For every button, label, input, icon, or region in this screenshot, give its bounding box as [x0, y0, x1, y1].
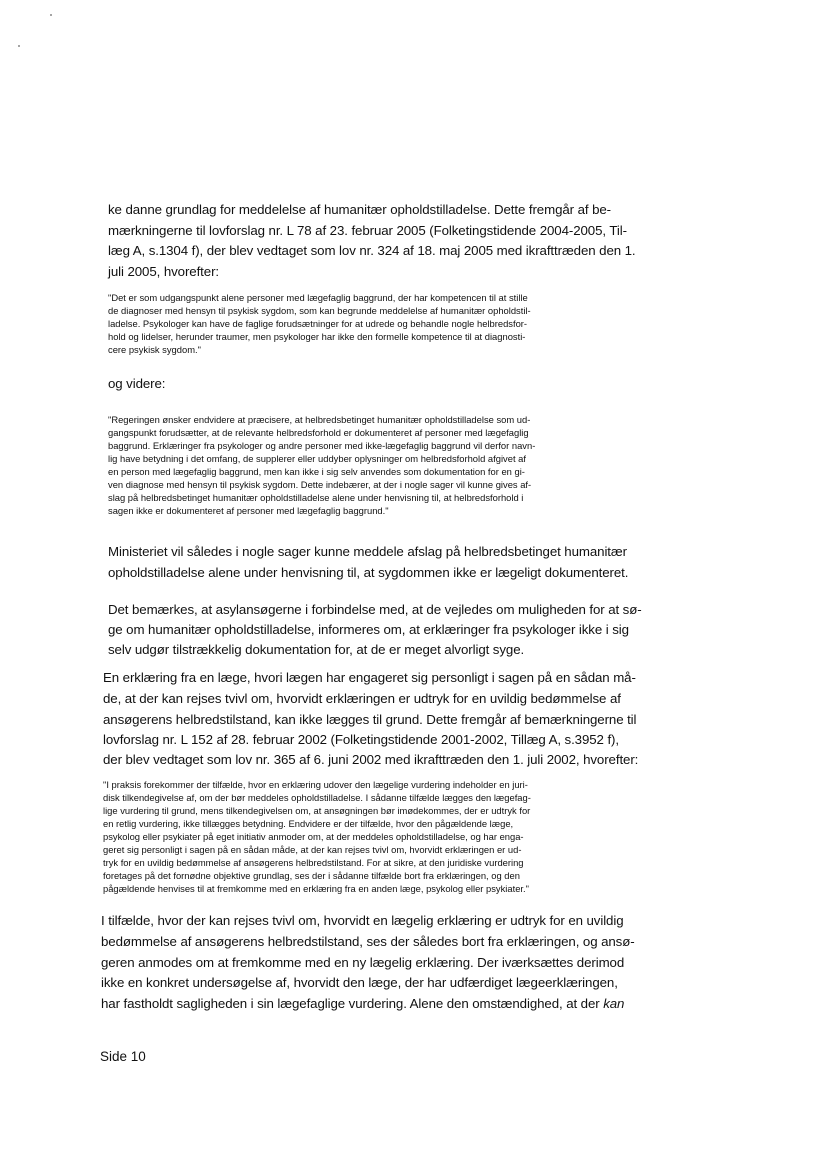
body-text-line: læg A, s.1304 f), der blev vedtaget som lov nr. 324 af 18. maj 2005 med ikrafttræden den 1. [108, 243, 636, 258]
body-text-line-with-italic [101, 995, 624, 1013]
quote-text-line: ladelse. Psykologer kan have de faglige forudsætninger for at udrede og behandle nogle helbredsfor- [108, 318, 528, 329]
body-text-line: mærkningerne til lovforslag nr. L 78 af 23. februar 2005 (Folketingstidende 2004-2005, Til- [108, 223, 627, 238]
body-text-line: lovforslag nr. L 152 af 28. februar 2002 (Folketingstidende 2001-2002, Tillæg A, s.3952 f), [103, 732, 619, 747]
quote-text-line: psykolog eller psykiater på eget initiativ anmoder om, at der meddeles opholdstilladelse, og har enga- [103, 831, 524, 842]
quote-text-line: en person med lægefaglig baggrund, men kan ikke i sig selv anvendes som dokumentation for en gi- [108, 466, 525, 477]
scan-speck [18, 45, 20, 47]
quote-text-line: slag på helbredsbetinget humanitær opholdstilladelse alene under henvisning til, at helbredsforhold i [108, 492, 524, 503]
body-text-line: juli 2005, hvorefter: [108, 264, 219, 279]
quote-text-line: sagen ikke er dokumenteret af personer med lægefaglig baggrund." [108, 505, 389, 516]
quote-text-line: de diagnoser med hensyn til psykisk sygdom, som kan begrunde meddelelse af humanitær opholdstil- [108, 305, 531, 316]
body-text-line: selv udgør tilstrækkelig dokumentation for, at de er meget alvorligt syge. [108, 642, 525, 657]
body-text-line: Det bemærkes, at asylansøgerne i forbindelse med, at de vejledes om muligheden for at sø- [108, 602, 642, 617]
quote-text-line: disk tilkendegivelse af, om der bør meddeles opholdstilladelse. I sådanne tilfælde lægges den lægefag- [103, 792, 531, 803]
body-text-line: opholdstilladelse alene under henvisning til, at sygdommen ikke er lægeligt dokumenteret. [108, 565, 629, 580]
body-text-line: ikke en konkret undersøgelse af, hvorvidt den læge, der har udfærdiget lægeerklæringen, [101, 975, 618, 990]
quote-text-line: hold og lidelser, herunder traumer, men psykologer har ikke den formelle kompetence til at diagnosti- [108, 331, 526, 342]
body-text: har fastholdt sagligheden i sin lægefaglige vurdering. Alene den omstændighed, at der [101, 996, 600, 1011]
scan-speck [50, 14, 52, 16]
italic-word: kan [603, 996, 625, 1011]
quote-text-line: "I praksis forekommer der tilfælde, hvor en erklæring udover den lægelige vurdering indeholder en juri- [103, 779, 528, 790]
quote-text-line: foretages på det fornødne objektive grundlag, ses der i sådanne tilfælde bort fra erklæringen, og den [103, 870, 520, 881]
quote-text-line: lig have betydning i det omfang, de supplerer eller uddyber oplysninger om helbredsforhold afgivet af [108, 453, 526, 464]
quote-text-line: lige vurdering til grund, mens tilkendegivelsen om, at ansøgningen bør imødekommes, der er udtryk for [103, 805, 531, 816]
quote-text-line: "Det er som udgangspunkt alene personer med lægefaglig baggrund, der har kompetencen til at stille [108, 292, 528, 303]
body-text-line: I tilfælde, hvor der kan rejses tvivl om, hvorvidt en lægelig erklæring er udtryk for en uvildig [101, 913, 624, 928]
body-text-line: En erklæring fra en læge, hvori lægen har engageret sig personligt i sagen på en sådan må- [103, 670, 636, 685]
body-text-line: bedømmelse af ansøgerens helbredstilstand, ses der således bort fra erklæringen, og ansø- [101, 934, 635, 949]
page-number: Side 10 [100, 1049, 146, 1064]
quote-text-line: geret sig personligt i sagen på en sådan måde, at der kan rejses tvivl om, hvorvidt erklæringen er ud- [103, 844, 522, 855]
quote-text-line: pågældende henvises til at fremkomme med en erklæring fra en anden læge, psykolog eller psykiater." [103, 883, 529, 894]
body-text-line: de, at der kan rejses tvivl om, hvorvidt erklæringen er udtryk for en uvildig bedømmelse af [103, 691, 621, 706]
body-text-line: der blev vedtaget som lov nr. 365 af 6. juni 2002 med ikrafttræden den 1. juli 2002, hvorefter: [103, 752, 639, 767]
body-text-line: ge om humanitær opholdstilladelse, informeres om, at erklæringer fra psykologer ikke i sig [108, 622, 629, 637]
quote-text-line: baggrund. Erklæringer fra psykologer og andre personer med ikke-lægefaglig baggrund vil derfor navn- [108, 440, 536, 451]
body-text-line: Ministeriet vil således i nogle sager kunne meddele afslag på helbredsbetinget humanitær [108, 544, 627, 559]
quote-text-line: gangspunkt forudsætter, at de relevante helbredsforhold er dokumenteret af personer med lægefaglig [108, 427, 529, 438]
quote-text-line: "Regeringen ønsker endvidere at præcisere, at helbredsbetinget humanitær opholdstilladelse som ud- [108, 414, 531, 425]
body-text-line: geren anmodes om at fremkomme med en ny lægelig erklæring. Der iværksættes derimod [101, 955, 625, 970]
body-text-line: ke danne grundlag for meddelelse af humanitær opholdstilladelse. Dette fremgår af be- [108, 202, 611, 217]
quote-text-line: ven diagnose med hensyn til psykisk sygdom. Dette indebærer, at der i nogle sager vil kunne gives af- [108, 479, 532, 490]
quote-text-line: tryk for en uvildig bedømmelse af ansøgerens helbredstilstand. For at sikre, at den juridiske vurdering [103, 857, 524, 868]
body-text-line: ansøgerens helbredstilstand, kan ikke lægges til grund. Dette fremgår af bemærkningerne til [103, 712, 637, 727]
quote-text-line: en retlig vurdering, ikke tillægges betydning. Endvidere er der tilfælde, hvor den pågældende læge, [103, 818, 514, 829]
body-text-line: og videre: [108, 376, 166, 391]
quote-text-line: cere psykisk sygdom." [108, 344, 201, 355]
